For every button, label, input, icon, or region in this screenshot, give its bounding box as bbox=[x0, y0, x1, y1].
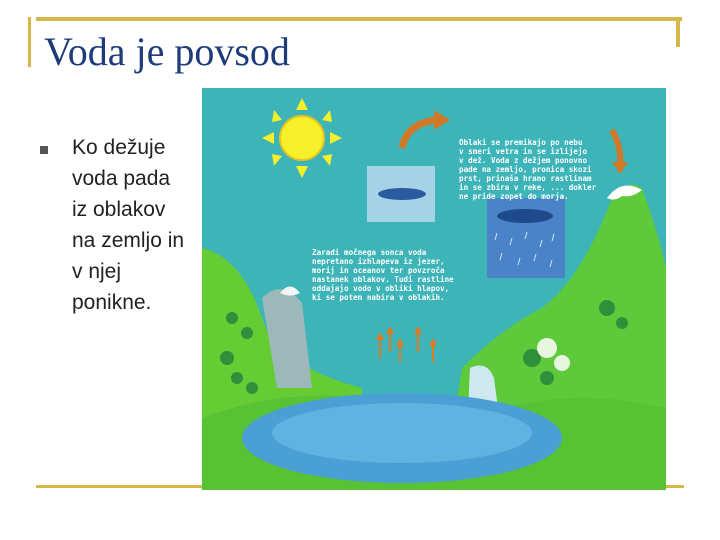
caption-line: v dež. Voda z dežjem ponovno bbox=[459, 156, 588, 165]
caption-line: Zaradi močnega sonca voda bbox=[312, 248, 427, 257]
caption-top-right bbox=[459, 138, 601, 201]
caption-line: v smeri vetra in se izlijejo bbox=[459, 147, 588, 156]
bullet-text: Ko dežuje voda pada iz oblakov na zemljo in v njej ponikne. bbox=[72, 136, 185, 314]
frame-top-line bbox=[36, 17, 682, 21]
frame-bottom-line bbox=[36, 485, 206, 488]
slide-title: Voda je povsod bbox=[44, 29, 290, 74]
caption-line: morij in oceanov ter povzroča bbox=[312, 266, 445, 275]
water-cycle-illustration bbox=[202, 88, 666, 490]
frame-right-line bbox=[676, 17, 680, 47]
caption-line: prst, prinaša hrano rastlinam bbox=[459, 174, 592, 183]
caption-line: ki se potem nabira v oblakih. bbox=[312, 293, 445, 302]
caption-line: Oblaki se premikajo po nebu bbox=[459, 138, 583, 147]
frame-left-line bbox=[28, 17, 31, 67]
bullet-marker-icon bbox=[40, 146, 48, 154]
caption-line: ne pride zopet do morja. bbox=[459, 192, 569, 201]
caption-line: in se zbira v reke, ... dokler bbox=[459, 183, 597, 192]
caption-line: oddajajo vodo v obliki hlapov, bbox=[312, 284, 450, 293]
caption-line: pade na zemljo, pronica skozi bbox=[459, 165, 592, 174]
caption-line: nastanek oblakov. Tudi rastline bbox=[312, 275, 454, 284]
caption-line: nepretano izhlapeva iz jezer, bbox=[312, 257, 445, 266]
sun-icon bbox=[262, 98, 342, 178]
caption-middle bbox=[312, 248, 458, 302]
